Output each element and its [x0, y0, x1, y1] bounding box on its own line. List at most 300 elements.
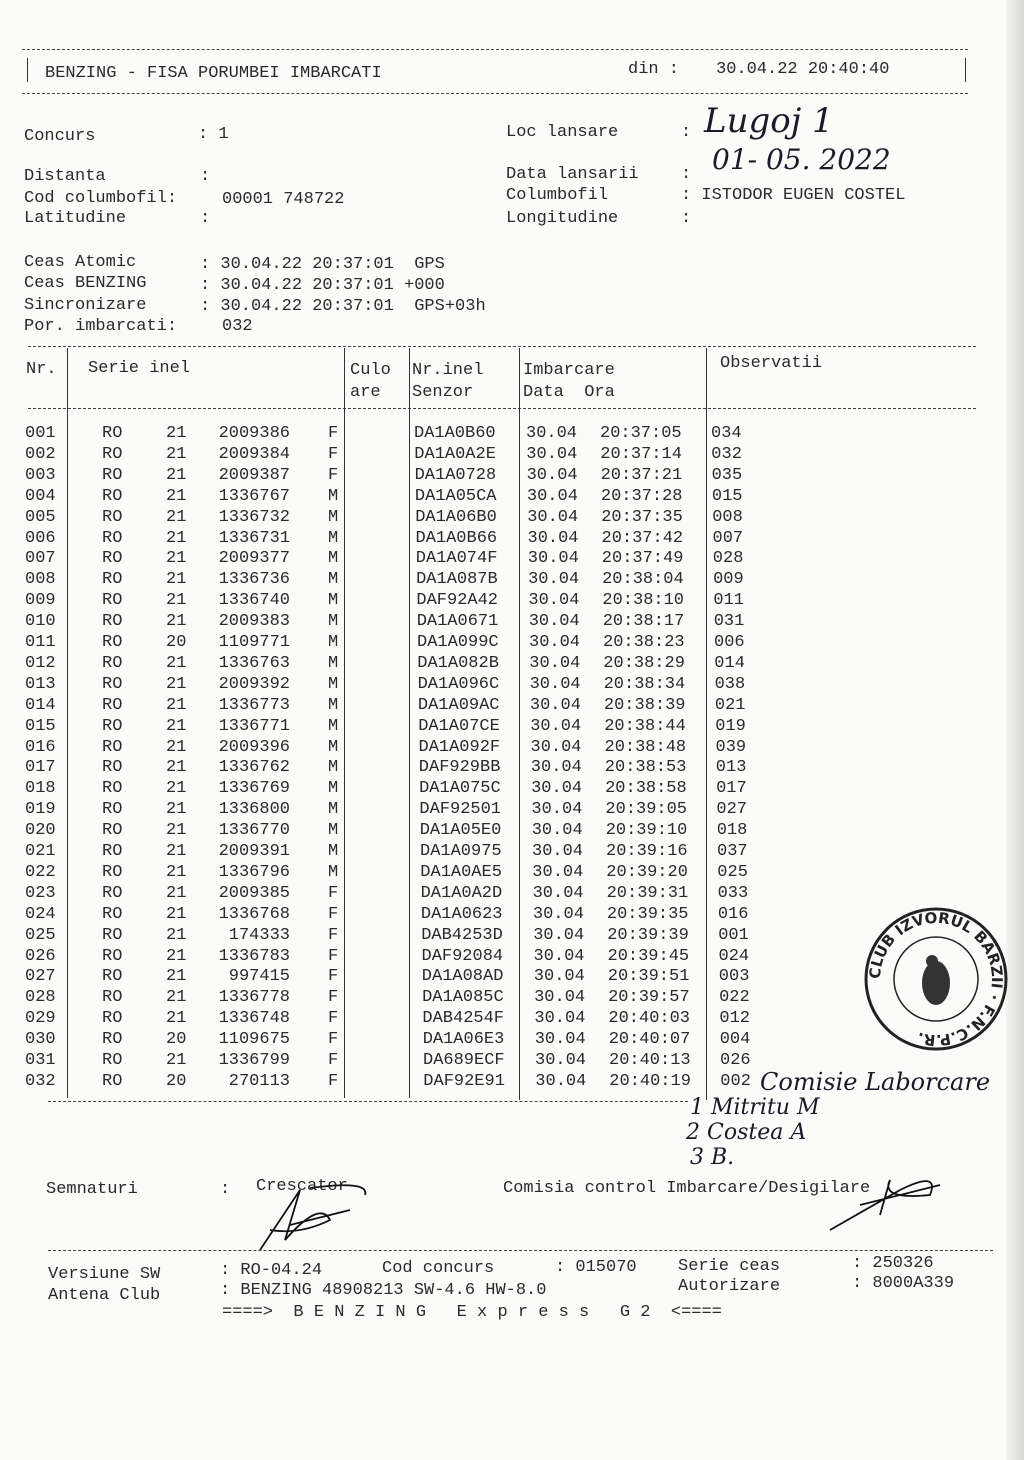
row-time: 20:39:20 — [606, 862, 688, 882]
row-sensor: DA1A0AE5 — [420, 862, 502, 882]
row-nr: 025 — [25, 925, 56, 945]
table-row — [0, 779, 1024, 800]
row-time: 20:38:10 — [602, 591, 685, 611]
ceas-benzing-label: Ceas BENZING — [24, 274, 147, 293]
row-time: 20:38:29 — [603, 653, 685, 673]
row-sex: F — [328, 1030, 339, 1050]
table-row — [0, 654, 1024, 675]
row-time: 20:39:31 — [606, 883, 689, 903]
row-ring-number: 1336736 — [218, 570, 290, 590]
row-date: 30.04 — [530, 737, 582, 757]
document-title: BENZING - FISA PORUMBEI IMBARCATI — [45, 64, 382, 83]
semnaturi-label: Semnaturi — [46, 1180, 138, 1199]
row-nr: 010 — [25, 612, 56, 632]
row-date: 30.04 — [530, 758, 582, 778]
row-observation: 017 — [716, 779, 747, 799]
table-row — [0, 821, 1024, 842]
distanta-value: : — [200, 167, 211, 186]
row-year: 21 — [166, 465, 187, 485]
handwritten-member-1: 1 Mitritu M — [690, 1095, 820, 1120]
columbofil-value: : ISTODOR EUGEN COSTEL — [681, 186, 906, 205]
row-nr: 015 — [25, 716, 56, 736]
row-time: 20:38:23 — [603, 633, 685, 652]
row-year: 21 — [166, 674, 187, 694]
row-time: 20:39:10 — [605, 821, 688, 841]
concurs-value: : 1 — [198, 125, 229, 144]
col-header-culoare-1: Culo — [350, 361, 391, 380]
loc-lansare-label: Loc lansare — [506, 123, 619, 142]
table-row — [0, 758, 1024, 779]
row-date: 30.04 — [531, 821, 583, 841]
row-observation: 001 — [718, 925, 749, 945]
row-nr: 013 — [25, 674, 56, 694]
row-nr: 003 — [25, 465, 56, 485]
row-country: RO — [102, 695, 123, 715]
row-observation: 024 — [718, 946, 750, 966]
table-row — [0, 717, 1024, 738]
row-country: RO — [102, 737, 123, 757]
row-sensor: DA1A06E3 — [422, 1030, 505, 1050]
row-sex: M — [328, 758, 339, 778]
row-nr: 008 — [25, 570, 56, 590]
row-sex: M — [328, 633, 339, 652]
row-country: RO — [102, 528, 123, 548]
row-date: 30.04 — [529, 633, 581, 652]
row-country: RO — [102, 1071, 123, 1091]
data-lansarii-colon: : — [681, 165, 692, 184]
row-country: RO — [102, 716, 123, 736]
row-sensor: DAB4254F — [422, 1009, 505, 1029]
row-year: 21 — [166, 570, 187, 590]
table-row — [0, 633, 1024, 654]
serie-ceas-value: : 250326 — [852, 1254, 934, 1273]
row-sex: M — [328, 716, 339, 736]
row-time: 20:37:28 — [600, 486, 683, 506]
row-country: RO — [102, 779, 123, 799]
row-sex: F — [328, 904, 339, 924]
row-nr: 027 — [25, 967, 56, 987]
row-date: 30.04 — [529, 674, 581, 694]
row-nr: 006 — [25, 528, 56, 548]
autorizare-value: : 8000A339 — [852, 1274, 955, 1293]
row-date: 30.04 — [532, 862, 584, 882]
semnaturi-colon: : — [220, 1180, 231, 1199]
row-sensor: DAF92084 — [421, 946, 504, 966]
row-time: 20:39:35 — [606, 904, 689, 924]
row-time: 20:39:51 — [607, 967, 690, 987]
row-observation: 004 — [719, 1030, 751, 1050]
antena-club-label: Antena Club — [48, 1286, 161, 1305]
row-sensor: DAF92E91 — [423, 1071, 505, 1091]
row-time: 20:40:13 — [609, 1051, 691, 1070]
row-country: RO — [102, 967, 123, 987]
row-ring-number: 2009385 — [218, 883, 290, 903]
row-ring-number: 1109771 — [218, 633, 290, 652]
columbofil-label: Columbofil — [506, 186, 609, 205]
row-sex: M — [328, 507, 339, 527]
table-top-border — [28, 346, 976, 347]
row-nr: 018 — [25, 779, 56, 799]
row-year: 21 — [166, 695, 187, 715]
row-sex: M — [328, 570, 339, 590]
latitudine-label: Latitudine — [24, 209, 127, 228]
row-observation: 034 — [711, 424, 742, 443]
row-date: 30.04 — [527, 507, 579, 527]
row-sensor: DA1A096C — [417, 674, 500, 694]
row-date: 30.04 — [533, 925, 585, 945]
row-country: RO — [102, 486, 123, 506]
row-nr: 002 — [25, 444, 56, 464]
row-time: 20:38:44 — [604, 716, 686, 736]
row-ring-number: 1336740 — [218, 591, 290, 611]
row-date: 30.04 — [532, 842, 584, 861]
row-sex: M — [328, 486, 339, 506]
row-nr: 001 — [25, 424, 56, 443]
row-observation: 026 — [720, 1051, 751, 1070]
sincronizare-value: : 30.04.22 20:37:01 GPS+03h — [200, 297, 486, 316]
row-ring-number: 1336799 — [218, 1051, 290, 1070]
row-ring-number: 1336732 — [218, 507, 290, 527]
table-row — [0, 696, 1024, 717]
row-nr: 007 — [25, 549, 56, 569]
row-ring-number: 1336783 — [218, 946, 290, 966]
row-sex: F — [328, 967, 339, 987]
row-year: 21 — [166, 737, 187, 757]
table-row — [0, 445, 1024, 466]
row-time: 20:37:05 — [600, 424, 682, 443]
row-sensor: DA1A087B — [416, 570, 498, 590]
data-lansarii-label: Data lansarii — [506, 165, 639, 184]
row-country: RO — [102, 883, 123, 903]
table-row — [0, 612, 1024, 633]
row-year: 21 — [166, 716, 187, 736]
row-observation: 031 — [713, 612, 745, 632]
handwritten-member-3: 3 B. — [690, 1145, 735, 1170]
row-sensor: DA1A0B66 — [415, 528, 498, 548]
row-date: 30.04 — [534, 988, 586, 1008]
row-sex: M — [328, 549, 339, 569]
row-ring-number: 2009391 — [218, 842, 290, 861]
row-date: 30.04 — [535, 1051, 587, 1070]
row-country: RO — [102, 633, 123, 652]
row-ring-number: 1336800 — [218, 800, 290, 820]
footer-border — [48, 1250, 993, 1251]
row-date: 30.04 — [527, 528, 579, 548]
row-ring-number: 2009384 — [218, 444, 290, 464]
row-year: 21 — [166, 549, 187, 569]
cod-columbofil-value: 00001 748722 — [222, 190, 345, 209]
row-sex: M — [328, 591, 339, 611]
row-time: 20:38:53 — [604, 758, 687, 778]
row-country: RO — [102, 925, 123, 945]
table-row — [0, 863, 1024, 884]
benzing-banner: ====> B E N Z I N G E x p r e s s G 2 <==== — [222, 1303, 722, 1322]
row-country: RO — [102, 988, 123, 1008]
row-country: RO — [102, 758, 123, 778]
row-time: 20:39:57 — [608, 988, 690, 1008]
row-year: 21 — [166, 904, 187, 924]
row-sex: F — [328, 946, 339, 966]
row-time: 20:38:04 — [602, 570, 684, 590]
row-ring-number: 1336778 — [218, 988, 290, 1008]
din-label: din : — [628, 60, 680, 79]
header-border-right — [965, 58, 966, 82]
table-row — [0, 591, 1024, 612]
row-sex: M — [328, 821, 339, 841]
row-country: RO — [102, 904, 123, 924]
row-country: RO — [102, 507, 123, 527]
row-year: 21 — [166, 800, 187, 820]
longitudine-label: Longitudine — [506, 209, 619, 228]
row-sensor: DA1A074F — [415, 549, 498, 569]
row-country: RO — [102, 946, 123, 966]
row-year: 21 — [166, 883, 187, 903]
col-header-nr: Nr. — [26, 360, 57, 379]
row-nr: 012 — [25, 653, 56, 673]
row-date: 30.04 — [526, 424, 578, 443]
row-year: 21 — [166, 925, 187, 945]
row-ring-number: 1336731 — [218, 528, 290, 548]
cod-concurs-value: : 015070 — [555, 1258, 637, 1277]
row-date: 30.04 — [532, 883, 584, 903]
row-year: 20 — [166, 1030, 187, 1050]
row-observation: 002 — [720, 1071, 751, 1091]
versiune-sw-value: : RO-04.24 — [220, 1261, 323, 1280]
row-date: 30.04 — [526, 465, 578, 485]
concurs-label: Concurs — [24, 127, 96, 146]
row-year: 21 — [166, 842, 187, 861]
row-date: 30.04 — [534, 1030, 586, 1050]
row-country: RO — [102, 1030, 123, 1050]
row-time: 20:39:39 — [607, 925, 689, 945]
row-observation: 033 — [717, 883, 749, 903]
row-ring-number: 997415 — [228, 967, 290, 987]
header-border-left — [27, 58, 28, 82]
longitudine-value: : — [681, 209, 692, 228]
row-sensor: DA1A082B — [417, 653, 499, 673]
svg-text:CLUB IZVORUL BÂRZII · F.N.C.P.: CLUB IZVORUL BÂRZII · F.N.C.P.R. — [865, 908, 1007, 1050]
row-ring-number: 2009386 — [218, 424, 290, 443]
table-row — [0, 549, 1024, 570]
row-sex: M — [328, 862, 339, 882]
row-date: 30.04 — [528, 612, 580, 632]
row-country: RO — [102, 674, 123, 694]
row-ring-number: 1336762 — [218, 758, 290, 778]
table-row — [0, 529, 1024, 550]
row-year: 21 — [166, 758, 187, 778]
club-stamp — [862, 905, 1010, 1053]
cod-columbofil-label: Cod columbofil: — [24, 189, 178, 208]
row-nr: 032 — [25, 1071, 56, 1091]
table-row — [0, 570, 1024, 591]
row-observation: 011 — [713, 591, 744, 611]
row-sex: M — [328, 695, 339, 715]
comisia-signature — [820, 1160, 960, 1246]
row-ring-number: 174333 — [228, 925, 290, 945]
row-date: 30.04 — [535, 1071, 587, 1091]
row-sensor: DA1A0A2E — [414, 444, 496, 464]
row-sensor: DA1A0671 — [416, 612, 499, 632]
row-date: 30.04 — [527, 549, 579, 569]
row-nr: 029 — [25, 1009, 56, 1029]
row-year: 21 — [166, 779, 187, 799]
print-datetime: 30.04.22 20:40:40 — [716, 60, 890, 79]
row-observation: 009 — [713, 570, 744, 590]
row-sex: F — [328, 444, 339, 464]
header-border-bottom — [22, 93, 968, 94]
autorizare-label: Autorizare — [678, 1277, 781, 1296]
row-sensor: DA1A075C — [419, 779, 501, 799]
row-ring-number: 1336748 — [218, 1009, 290, 1029]
row-country: RO — [102, 821, 123, 841]
row-nr: 021 — [25, 842, 56, 861]
row-sensor: DA1A099C — [417, 633, 499, 652]
row-sensor: DA1A09AC — [417, 695, 500, 715]
row-ring-number: 1336770 — [218, 821, 290, 841]
row-time: 20:38:17 — [602, 612, 685, 632]
row-country: RO — [102, 549, 123, 569]
row-country: RO — [102, 591, 123, 611]
table-row — [0, 842, 1024, 863]
row-observation: 013 — [715, 758, 747, 778]
table-row — [0, 466, 1024, 487]
row-year: 21 — [166, 507, 187, 527]
row-time: 20:38:58 — [605, 779, 687, 799]
col-header-nr-inel-1: Nr.inel — [412, 361, 484, 380]
handwritten-member-2: 2 Costea A — [686, 1120, 807, 1145]
row-country: RO — [102, 465, 123, 485]
row-year: 21 — [166, 821, 187, 841]
row-sex: F — [328, 1051, 339, 1070]
table-row — [0, 424, 1024, 445]
row-date: 30.04 — [529, 695, 581, 715]
row-sensor: DA1A0623 — [420, 904, 503, 924]
row-nr: 014 — [25, 695, 56, 715]
loc-lansare-handwritten: Lugoj 1 — [704, 101, 834, 141]
antena-club-value: : BENZING 48908213 SW-4.6 HW-8.0 — [220, 1281, 547, 1300]
row-sensor: DA1A092F — [418, 737, 501, 757]
row-ring-number: 2009387 — [218, 465, 290, 485]
row-observation: 008 — [712, 507, 743, 527]
loc-lansare-colon: : — [681, 123, 692, 142]
row-sensor: DAB4253D — [421, 925, 503, 945]
row-observation: 007 — [712, 528, 744, 548]
row-nr: 022 — [25, 862, 56, 882]
row-observation: 014 — [714, 653, 745, 673]
row-year: 21 — [166, 1009, 187, 1029]
serie-ceas-label: Serie ceas — [678, 1257, 781, 1276]
row-sensor: DAF929BB — [418, 758, 501, 778]
comisia-control-label: Comisia control Imbarcare/Desigilare — [503, 1179, 871, 1198]
row-country: RO — [102, 1009, 123, 1029]
row-sex: M — [328, 779, 339, 799]
handwritten-comisie: Comisie Laborcare — [760, 1068, 991, 1096]
ceas-benzing-value: : 30.04.22 20:37:01 +000 — [200, 276, 445, 295]
row-time: 20:37:21 — [600, 465, 683, 485]
row-year: 21 — [166, 528, 187, 548]
row-sex: F — [328, 925, 339, 945]
row-year: 21 — [166, 591, 187, 611]
col-header-observatii: Observatii — [720, 354, 823, 373]
row-observation: 015 — [711, 486, 743, 506]
row-nr: 019 — [25, 800, 56, 820]
row-observation: 021 — [714, 695, 746, 715]
latitudine-value: : — [200, 209, 211, 228]
row-nr: 031 — [25, 1051, 56, 1070]
row-year: 20 — [166, 633, 187, 652]
row-date: 30.04 — [528, 570, 580, 590]
row-time: 20:40:03 — [608, 1009, 691, 1029]
row-sensor: DA1A0728 — [414, 465, 497, 485]
row-country: RO — [102, 424, 123, 443]
row-date: 30.04 — [533, 967, 585, 987]
row-observation: 006 — [714, 633, 745, 652]
row-observation: 019 — [715, 716, 746, 736]
row-year: 21 — [166, 424, 187, 443]
row-nr: 005 — [25, 507, 56, 527]
row-date: 30.04 — [534, 1009, 586, 1029]
row-nr: 020 — [25, 821, 56, 841]
row-observation: 037 — [717, 842, 748, 861]
row-ring-number: 2009396 — [218, 737, 290, 757]
table-bottom-border — [48, 1101, 688, 1102]
row-nr: 030 — [25, 1030, 56, 1050]
row-sex: F — [328, 424, 339, 443]
table-row — [0, 884, 1024, 905]
row-sex: F — [328, 1009, 339, 1029]
row-sensor: DA1A0975 — [420, 842, 502, 861]
row-sex: M — [328, 612, 339, 632]
col-header-imbarcare-2: Data Ora — [523, 383, 615, 402]
row-date: 30.04 — [531, 800, 583, 820]
row-country: RO — [102, 653, 123, 673]
row-time: 20:39:05 — [605, 800, 688, 820]
table-row — [0, 738, 1024, 759]
row-country: RO — [102, 862, 123, 882]
col-header-imbarcare-1: Imbarcare — [523, 361, 615, 380]
table-row — [0, 487, 1024, 508]
row-year: 21 — [166, 988, 187, 1008]
row-time: 20:40:19 — [609, 1071, 691, 1091]
row-ring-number: 1336767 — [218, 486, 290, 506]
table-row — [0, 800, 1024, 821]
row-year: 21 — [166, 444, 187, 464]
row-time: 20:37:42 — [601, 528, 684, 548]
row-observation: 018 — [716, 821, 748, 841]
row-ring-number: 1336763 — [218, 653, 290, 673]
row-sensor: DA1A085C — [422, 988, 504, 1008]
row-sensor: DA1A05E0 — [419, 821, 502, 841]
row-sensor: DA1A05CA — [414, 486, 497, 506]
col-header-culoare-2: are — [350, 383, 381, 402]
versiune-sw-label: Versiune SW — [48, 1265, 161, 1284]
header-border-top — [22, 49, 968, 50]
row-date: 30.04 — [533, 946, 585, 966]
table-header-border — [28, 408, 976, 409]
row-date: 30.04 — [529, 653, 581, 673]
row-date: 30.04 — [532, 904, 584, 924]
row-time: 20:38:48 — [604, 737, 687, 757]
row-ring-number: 1336796 — [218, 862, 290, 882]
row-observation: 038 — [714, 674, 746, 694]
row-country: RO — [102, 842, 123, 861]
row-sex: M — [328, 528, 339, 548]
crescator-signature — [240, 1177, 380, 1266]
row-sex: F — [328, 988, 339, 1008]
row-country: RO — [102, 570, 123, 590]
sincronizare-label: Sincronizare — [24, 296, 147, 315]
row-sensor: DA689ECF — [423, 1051, 505, 1070]
